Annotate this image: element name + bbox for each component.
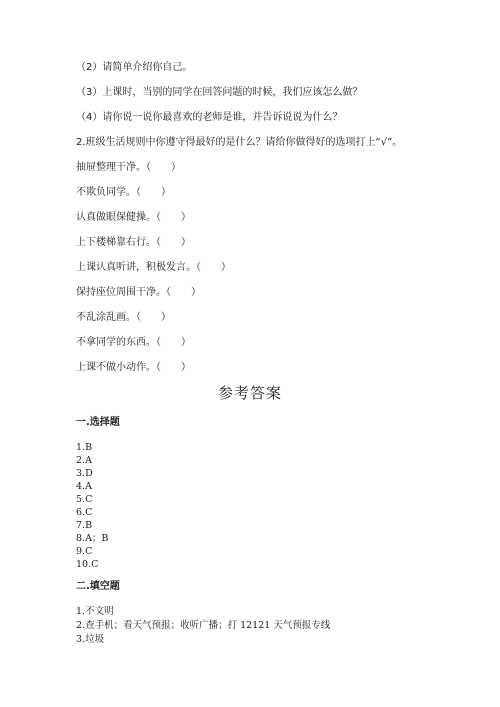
answer-item: 9.C bbox=[76, 546, 93, 557]
answer-item: 3.D bbox=[76, 468, 93, 479]
answer-title: 参考答案 bbox=[217, 384, 282, 402]
question-3: （3）上课时，当别的同学在回答问题的时候，我们应该怎么做？ bbox=[76, 87, 363, 98]
answer-item: 7.B bbox=[76, 520, 93, 531]
answer-item: 2.A bbox=[76, 455, 92, 466]
section-heading-choice: 一.选择题 bbox=[76, 417, 120, 428]
option-item: 不拿同学的东西。（ ） bbox=[76, 337, 191, 348]
answer-item: 1.不文明 bbox=[76, 606, 114, 617]
option-item: 保持座位周围干净。（ ） bbox=[76, 287, 201, 298]
option-item: 上下楼梯靠右行。（ ） bbox=[76, 237, 191, 248]
option-item: 上课认真听讲，积极发言。（ ） bbox=[76, 262, 231, 273]
question-2: （2）请简单介绍你自己。 bbox=[76, 62, 193, 73]
answer-item: 2.查手机；看天气预报；收听广播；打 12121 天气预报专线 bbox=[76, 620, 331, 631]
answer-item: 5.C bbox=[76, 494, 93, 505]
question-main: 2.班级生活规则中你遵守得最好的是什么？请给你做得好的选项打上“√”。 bbox=[76, 137, 403, 148]
answer-item: 4.A bbox=[76, 481, 92, 492]
answer-item: 10.C bbox=[76, 559, 99, 570]
option-item: 不欺负同学。（ ） bbox=[76, 187, 171, 198]
answer-item: 1.B bbox=[76, 442, 93, 453]
option-item: 上课不做小动作。（ ） bbox=[76, 362, 191, 373]
option-item: 认真做眼保健操。（ ） bbox=[76, 212, 191, 223]
option-item: 抽屉整理干净。（ ） bbox=[76, 162, 181, 173]
option-item: 不乱涂乱画。（ ） bbox=[76, 312, 171, 323]
question-4: （4）请你说一说你最喜欢的老师是谁，并告诉说说为什么？ bbox=[76, 112, 343, 123]
section-heading-fill: 二.填空题 bbox=[76, 581, 120, 592]
answer-item: 6.C bbox=[76, 507, 93, 518]
answer-item: 3.垃圾 bbox=[76, 634, 105, 645]
answer-item: 8.A；B bbox=[76, 533, 109, 544]
